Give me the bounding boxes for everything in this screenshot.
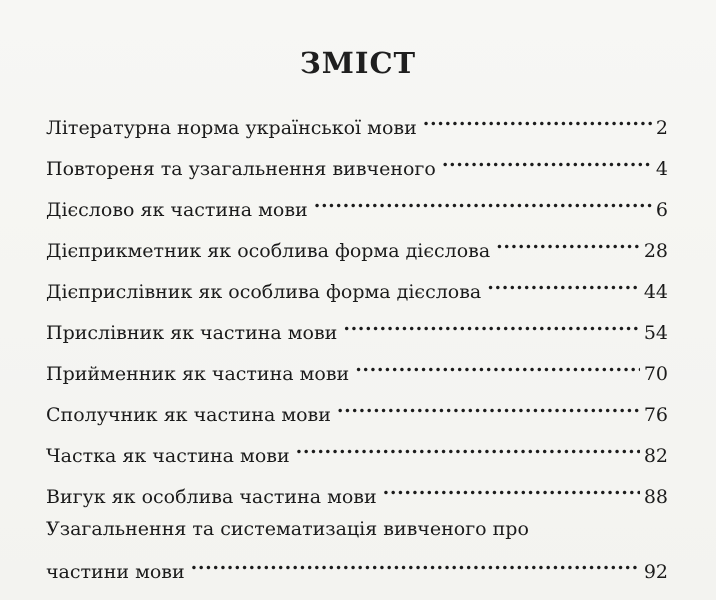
toc-title: ЗМІСТ <box>299 46 417 80</box>
toc-entry <box>46 432 668 467</box>
toc-entry-label: Дієслово як частина мови <box>46 199 308 221</box>
toc-entry <box>46 186 668 221</box>
dot-leader <box>442 145 652 175</box>
toc-entry-page: 76 <box>643 404 668 426</box>
dot-leader <box>383 473 640 503</box>
toc-entry-page: 2 <box>655 117 668 139</box>
toc-entry-page: 82 <box>643 445 668 467</box>
toc-entry-label: Частка як частина мови <box>46 445 290 467</box>
toc-entry <box>46 104 668 139</box>
dot-leader <box>343 309 639 339</box>
toc-entry-page: 4 <box>655 158 668 180</box>
toc-entry-page: 88 <box>643 486 668 508</box>
toc-entry-page: 70 <box>643 363 668 385</box>
toc-entry <box>46 548 668 583</box>
toc-entry-last-line1: Узагальнення та систематизація вивченого про <box>46 518 529 540</box>
toc-entry-label: Повтореня та узагальнення вивченого <box>46 158 436 180</box>
toc-entry-label: Вигук як особлива частина мови <box>46 486 377 508</box>
toc-entry-label: Дієприслівник як особлива форма дієслова <box>46 281 482 303</box>
toc-entry <box>46 309 668 344</box>
toc-entry-label: Прислівник як частина мови <box>46 322 338 344</box>
toc-entry-label: частини мови <box>46 561 185 583</box>
dot-leader <box>337 391 640 421</box>
dot-leader <box>423 104 652 134</box>
table-of-contents <box>46 0 668 600</box>
dot-leader <box>355 350 640 380</box>
toc-entry-label: Дієприкметник як особлива форма дієслова <box>46 240 491 262</box>
dot-leader <box>314 186 652 216</box>
toc-entry-page: 92 <box>643 561 668 583</box>
toc-entry-label: Прийменник як частина мови <box>46 363 350 385</box>
dot-leader <box>191 548 640 578</box>
dot-leader <box>296 432 640 462</box>
toc-entry <box>46 145 668 180</box>
toc-entry-page: 28 <box>643 240 668 262</box>
toc-entry-page: 44 <box>643 281 668 303</box>
toc-entry <box>46 268 668 303</box>
toc-entry-page: 54 <box>643 322 668 344</box>
toc-entry <box>46 227 668 262</box>
toc-entry <box>46 473 668 508</box>
toc-entry <box>46 391 668 426</box>
toc-entry-label: Літературна норма української мови <box>46 117 417 139</box>
toc-entry-page: 6 <box>655 199 668 221</box>
dot-leader <box>487 268 640 298</box>
toc-entry <box>46 350 668 385</box>
toc-entry-label: Сполучник як частина мови <box>46 404 331 426</box>
dot-leader <box>496 227 640 257</box>
